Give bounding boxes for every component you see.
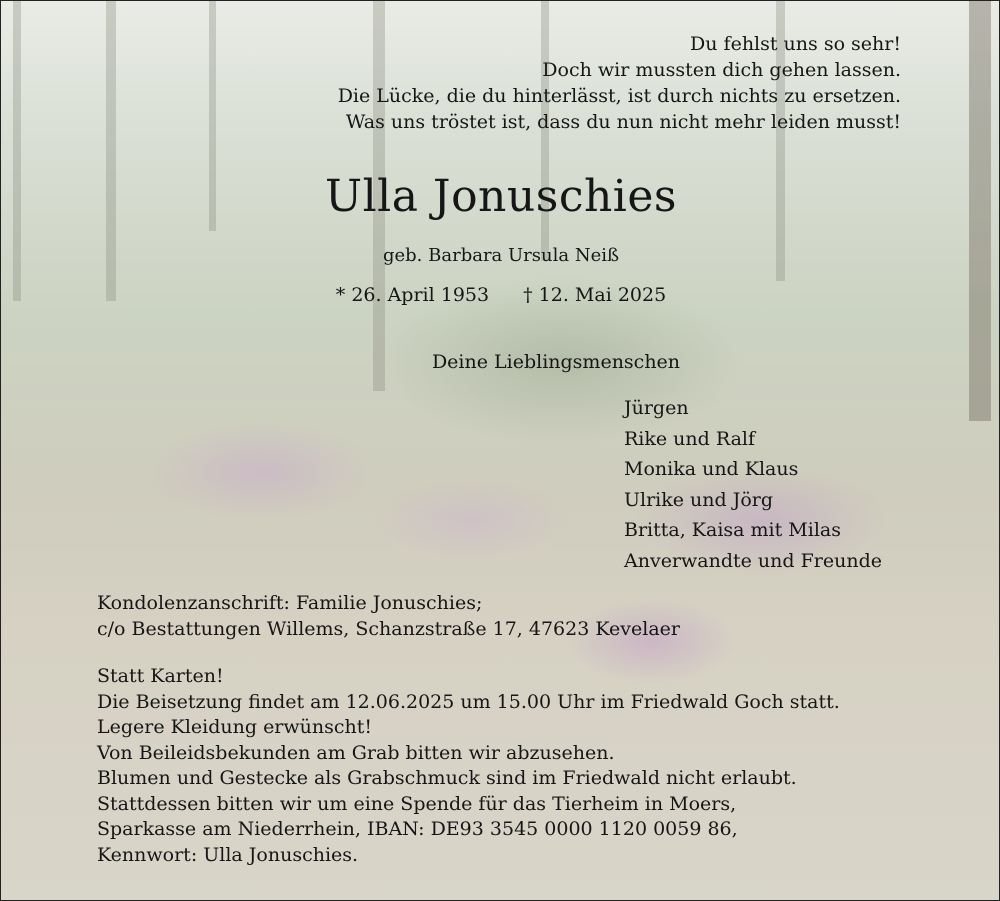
poem-line: Die Lücke, die du hinterlässt, ist durch nichts zu ersetzen. <box>337 85 901 107</box>
mourner: Anverwandte und Freunde <box>624 549 882 572</box>
mourner: Monika und Klaus <box>624 458 799 480</box>
mourners-heading: Deine Lieblingsmenschen <box>431 351 681 373</box>
poem-line: Du fehlst uns so sehr! <box>690 33 901 55</box>
notice-line: Die Beisetzung findet am 12.06.2025 um 15.00 Uhr im Friedwald Goch statt. <box>97 690 840 713</box>
deceased-name: Ulla Jonuschies <box>324 171 677 222</box>
funeral-notice <box>97 664 840 868</box>
condolence-line: Kondolenzanschrift: Familie Jonuschies; <box>97 592 483 614</box>
mourners-list <box>624 393 882 576</box>
notice-line: Von Beileidsbekunden am Grab bitten wir abzusehen. <box>97 741 615 764</box>
notice-line: Stattdessen bitten wir um eine Spende für das Tierheim in Moers, <box>97 792 737 815</box>
mourner: Rike und Ralf <box>624 427 756 450</box>
poem-line: Was uns tröstet ist, dass du nun nicht mehr leiden musst! <box>345 111 901 133</box>
notice-line: Kennwort: Ulla Jonuschies. <box>97 843 359 866</box>
mourner: Ulrike und Jörg <box>624 488 774 511</box>
poem-line: Doch wir mussten dich gehen lassen. <box>542 59 901 81</box>
notice-line: Blumen und Gestecke als Grabschmuck sind im Friedwald nicht erlaubt. <box>97 767 797 789</box>
notice-line: Legere Kleidung erwünscht! <box>97 716 373 738</box>
life-dates <box>1 284 1000 306</box>
notice-line: Statt Karten! <box>97 665 224 687</box>
poem <box>338 31 901 135</box>
condolence-address <box>97 591 680 642</box>
notice-line: Sparkasse am Niederrhein, IBAN: DE93 3545 0000 1120 0059 86, <box>97 818 738 840</box>
death-date: † 12. Mai 2025 <box>523 284 667 306</box>
birth-date: * 26. April 1953 <box>335 284 490 306</box>
mourner: Jürgen <box>624 397 689 419</box>
condolence-line: c/o Bestattungen Willems, Schanzstraße 17, 47623 Kevelaer <box>97 617 680 640</box>
birth-name: geb. Barbara Ursula Neiß <box>382 245 619 266</box>
mourner: Britta, Kaisa mit Milas <box>624 519 841 541</box>
